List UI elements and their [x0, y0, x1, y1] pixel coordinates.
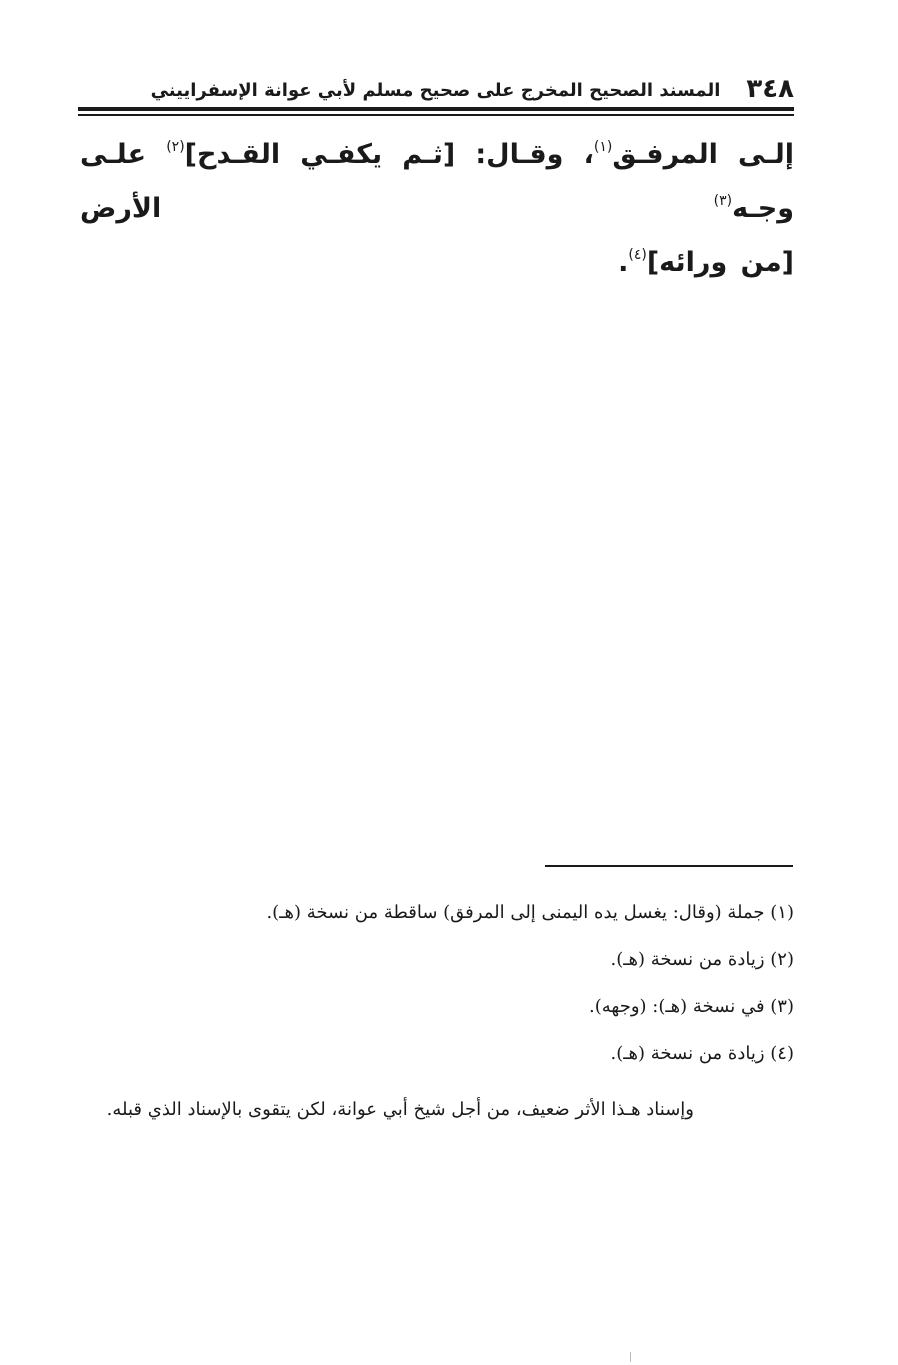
main-text-segment: علـى وجـه — [80, 139, 794, 224]
footnote-separator — [545, 865, 793, 867]
main-text-segment: ، وقـال: [ثـم يكفـي القـدح] — [184, 139, 594, 170]
footnote-ref-2[interactable]: (٢) — [166, 139, 185, 155]
footnote-3: (٣) في نسخة (هـ): (وجهه). — [589, 996, 794, 1017]
footnote-ref-4[interactable]: (٤) — [628, 247, 647, 263]
footnote-2: (٢) زيادة من نسخة (هـ). — [610, 949, 794, 970]
footnote-ref-1[interactable]: (١) — [593, 139, 613, 155]
page-header — [78, 70, 794, 104]
main-text-segment: [من ورائه] — [646, 247, 794, 278]
page-number: ٣٤٨ — [746, 74, 794, 104]
footnotes-section — [80, 896, 794, 1132]
main-text — [80, 128, 794, 290]
scan-mark — [630, 1352, 631, 1362]
main-text-line-2 — [80, 236, 794, 290]
main-text-segment: . — [618, 247, 629, 278]
footnote-ref-3[interactable]: (٣) — [713, 193, 733, 209]
footnote-1: (١) جملة (وقال: يغسل يده اليمنى إلى المرفق) ساقطة من نسخة (هـ). — [266, 902, 794, 923]
main-text-line-1 — [80, 128, 794, 236]
header-rule-thick — [78, 107, 794, 111]
main-text-segment: إلـى المرفـق — [612, 139, 795, 170]
footnote-4: (٤) زيادة من نسخة (هـ). — [610, 1043, 794, 1064]
main-text-segment: الأرض — [80, 193, 714, 224]
running-title: المسند الصحيح المخرج على صحيح مسلم لأبي عوانة الإسفراييني — [150, 80, 721, 101]
header-rule-thin — [78, 114, 794, 116]
editor-note: وإسناد هـذا الأثر ضعيف، من أجل شيخ أبي عوانة، لكن يتقوى بالإسناد الذي قبله. — [106, 1099, 694, 1120]
